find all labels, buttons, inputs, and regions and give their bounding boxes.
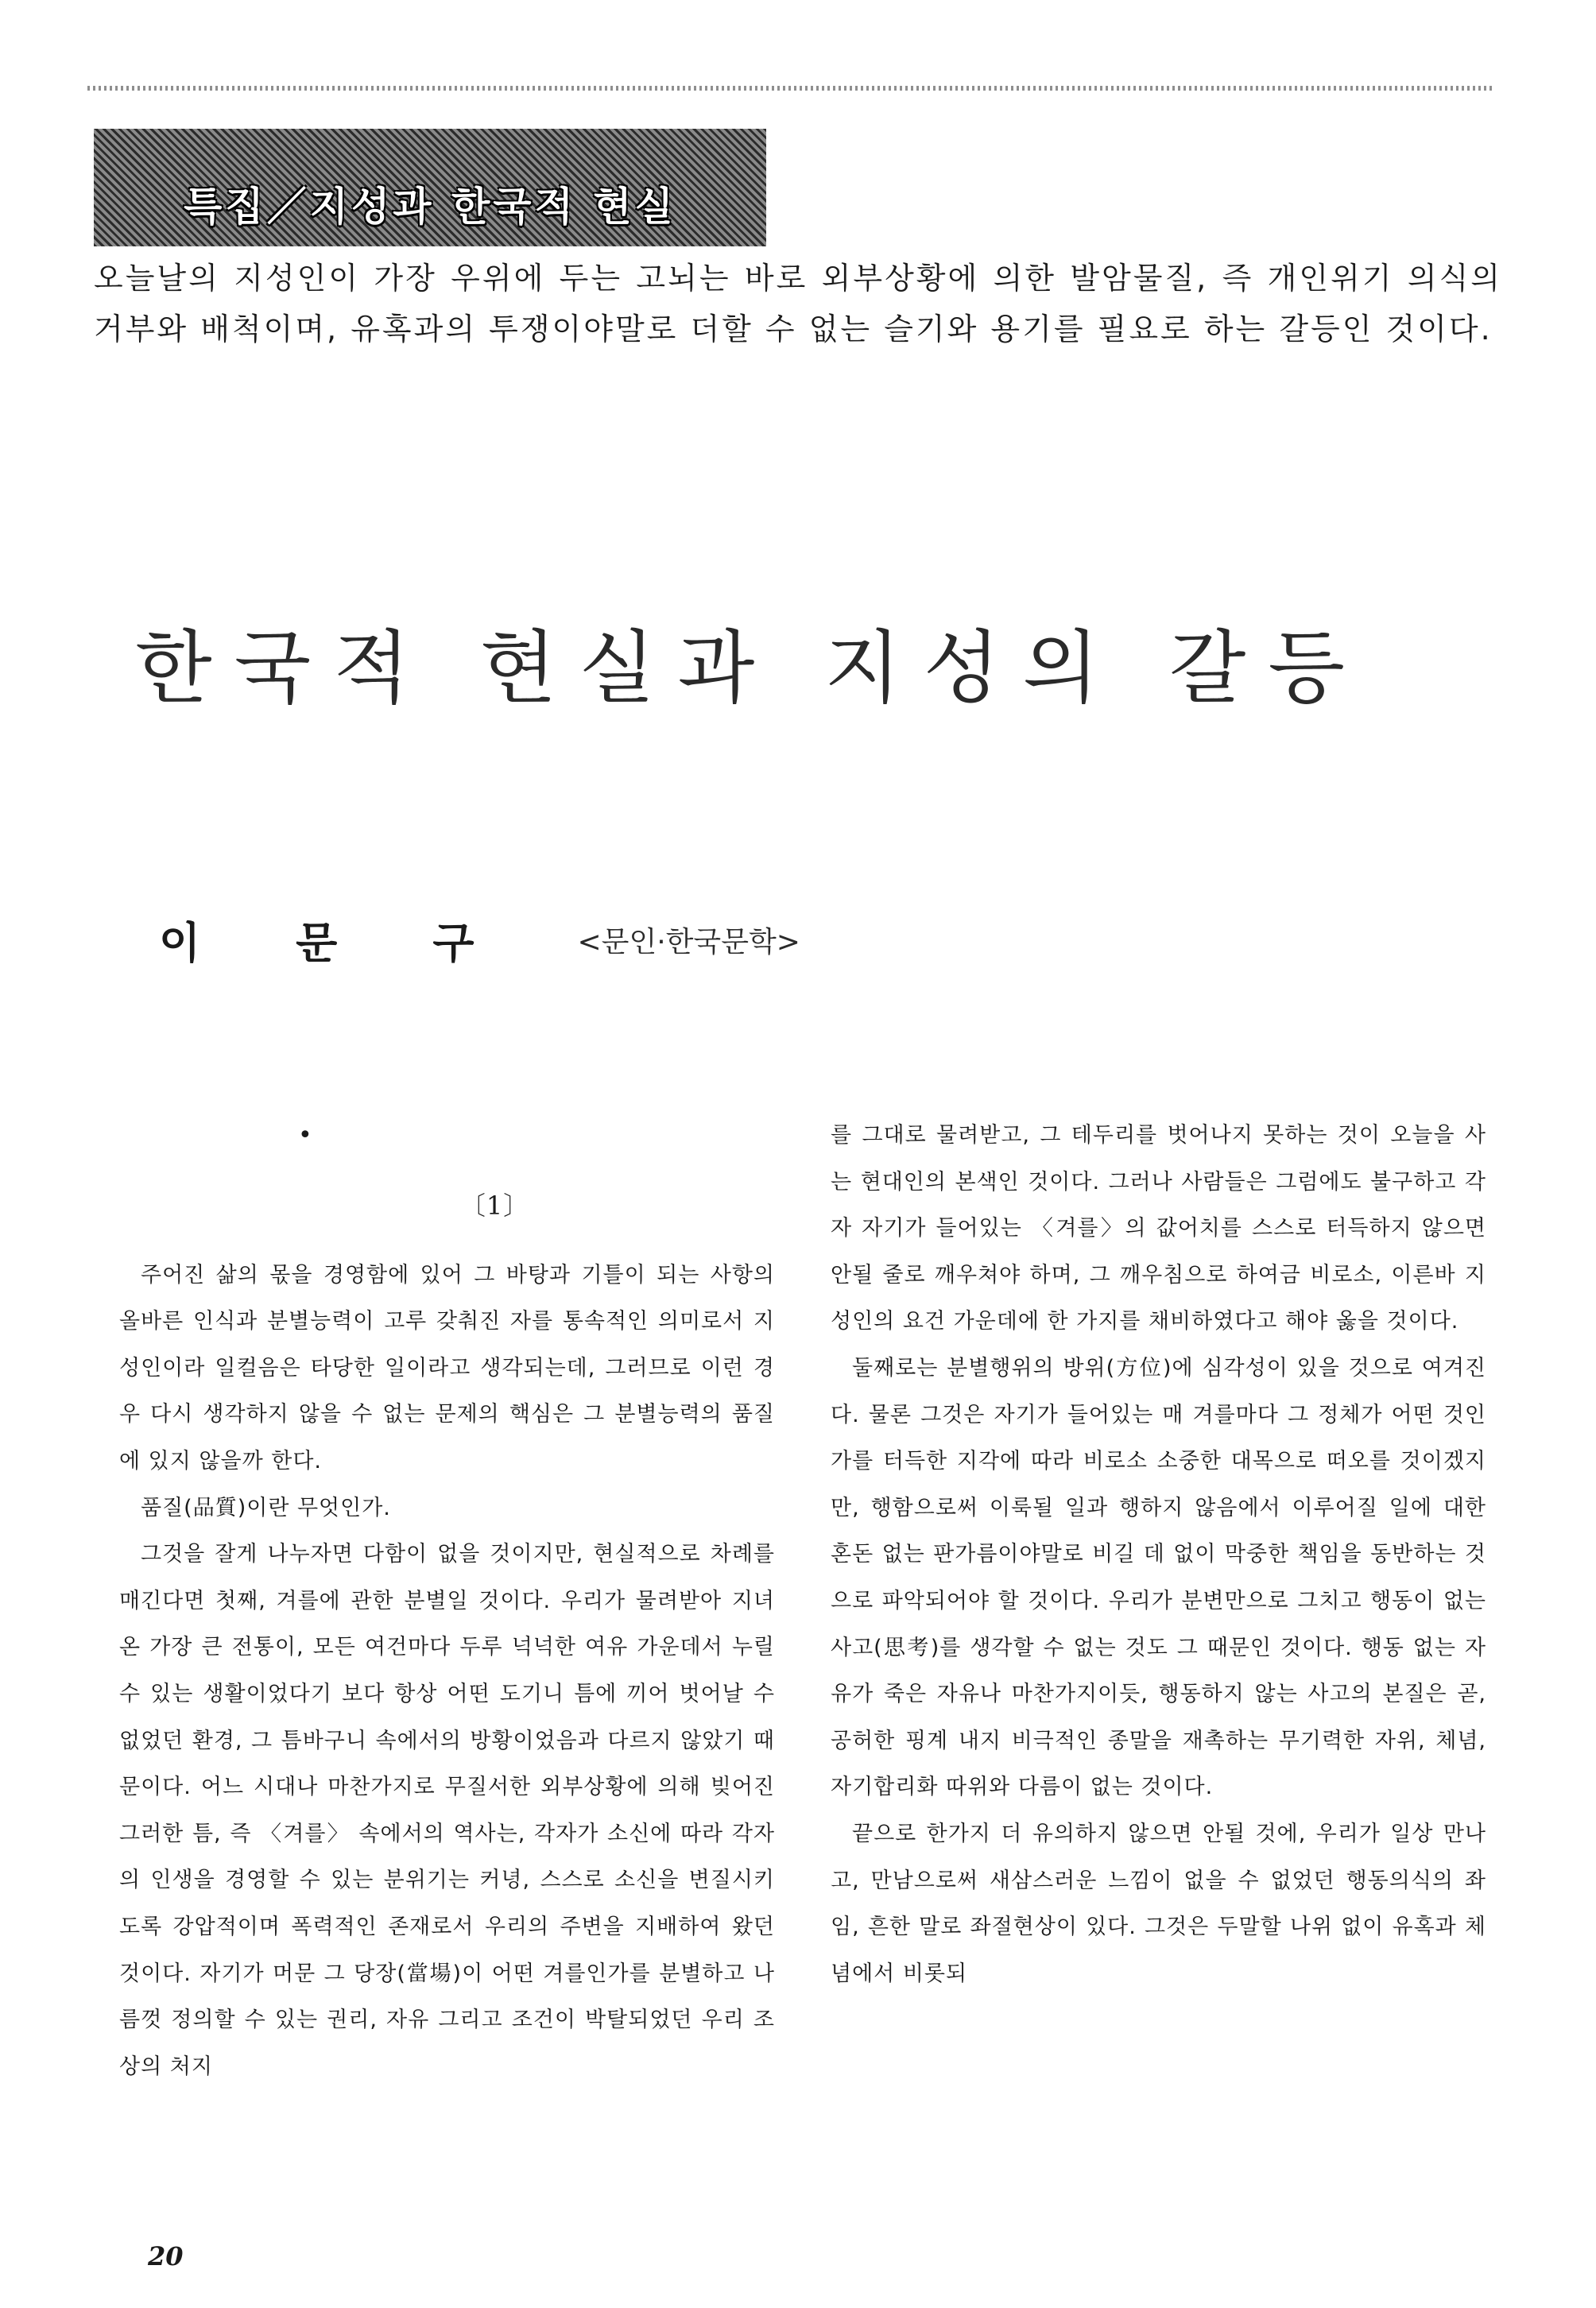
body-column-right — [831, 1113, 1486, 1997]
byline — [159, 908, 800, 971]
body-paragraph: 둘째로는 분별행위의 방위(方位)에 심각성이 있을 것으로 여겨진다. 물론 그것은 자기가 들어있는 매 겨를마다 그 정체가 어떤 것인가를 터득한 지각에 따라 비로소 소중한 대목으로 떠오를 것이겠지만, 행함으로써 이룩될 일과 행하지 않음에서 이루어질 일에 대한 혼돈 없는 판가름이야말로 비길 데 없이 막중한 책임을 동반하는 것으로 파악되어야 할 것이다. 우리가 분변만으로 그치고 행동이 없는 사고(思考)를 생각할 수 없는 것도 그 때문인 것이다. 행동 없는 자유가 죽은 자유나 마찬가지이듯, 행동하지 않는 사고의 본질은 곧, 공허한 핑계 내지 비극적인 종말을 재촉하는 무기력한 자위, 체념, 자기합리화 따위와 다름이 없는 것이다. — [831, 1355, 1486, 1800]
body-paragraph-continued: 를 그대로 물려받고, 그 테두리를 벗어나지 못하는 것이 오늘을 사는 현대인의 본색인 것이다. 그러나 사람들은 그럼에도 불구하고 각자 자기가 들어있는 〈겨를〉의 값어치를 스스로 터득하지 않으면 안될 줄로 깨우쳐야 하며, 그 깨우침으로 하여금 비로소, 이른바 지성인의 요건 가운데에 한 가지를 채비하였다고 해야 옳을 것이다. — [831, 1123, 1486, 1334]
page-number: 20 — [148, 2241, 184, 2271]
section-dot: • — [298, 1121, 313, 1149]
body-paragraph: 주어진 삶의 몫을 경영함에 있어 그 바탕과 기틀이 되는 사항의 올바른 인식과 분별능력이 고루 갖춰진 자를 통속적인 의미로서 지성인이라 일컬음은 타당한 일이라고 생각되는데, 그러므로 이런 경우 다시 생각하지 않을 수 없는 문제의 핵심은 그 분별능력의 품질에 있지 않을까 한다. — [119, 1262, 775, 1473]
body-paragraph: 끝으로 한가지 더 유의하지 않으면 안될 것에, 우리가 일상 만나고, 만남으로써 새삼스러운 느낌이 없을 수 없었던 행동의식의 좌임, 흔한 말로 좌절현상이 있다. 그것은 두말할 나위 없이 유혹과 체념에서 비롯되 — [831, 1821, 1486, 1986]
author-affiliation: <문인·한국문학> — [577, 925, 800, 958]
body-column-left — [119, 1113, 775, 2090]
feature-banner-label: 특집／지성과 한국적 현실 — [184, 184, 676, 230]
section-number: 〔1〕 — [459, 1190, 530, 1221]
top-dotted-rule — [87, 86, 1494, 91]
author-name: 이문구 — [159, 917, 570, 968]
body-paragraph: 품질(品質)이란 무엇인가. — [141, 1495, 391, 1520]
body-paragraph: 그것을 잘게 나누자면 다함이 없을 것이지만, 현실적으로 차례를 매긴다면 첫째, 겨를에 관한 분별일 것이다. 우리가 물려받아 지녀온 가장 큰 전통이, 모든 여건마다 두루 넉넉한 여유 가운데서 누릴 수 있는 생활이었다기 보다 항상 어떤 도기니 틈에 끼어 벗어날 수 없었던 환경, 그 틈바구니 속에서의 방황이었음과 다르지 않았기 때문이다. 어느 시대나 마찬가지로 무질서한 외부상황에 의해 빚어진 그러한 틈, 즉 〈겨를〉 속에서의 역사는, 각자가 소신에 따라 각자의 인생을 경영할 수 있는 분위기는 커녕, 스스로 소신을 변질시키도록 강압적이며 폭력적인 존재로서 우리의 주변을 지배하여 왔던 것이다. 자기가 머문 그 당장(當場)이 어떤 겨를인가를 분별하고 나름껏 정의할 수 있는 권리, 자유 그리고 조건이 박탈되었던 우리 조상의 처지 — [119, 1542, 775, 2079]
lead-summary: 오늘날의 지성인이 가장 우위에 두는 고뇌는 바로 외부상황에 의한 발암물질, 즉 개인위기 의식의 거부와 배척이며, 유혹과의 투쟁이야말로 더할 수 없는 슬기와 용기를 필요로 하는 갈등인 것이다. — [94, 261, 1502, 347]
feature-banner — [94, 129, 766, 246]
article-title: 한국적 현실과 지성의 갈등 — [135, 622, 1367, 714]
